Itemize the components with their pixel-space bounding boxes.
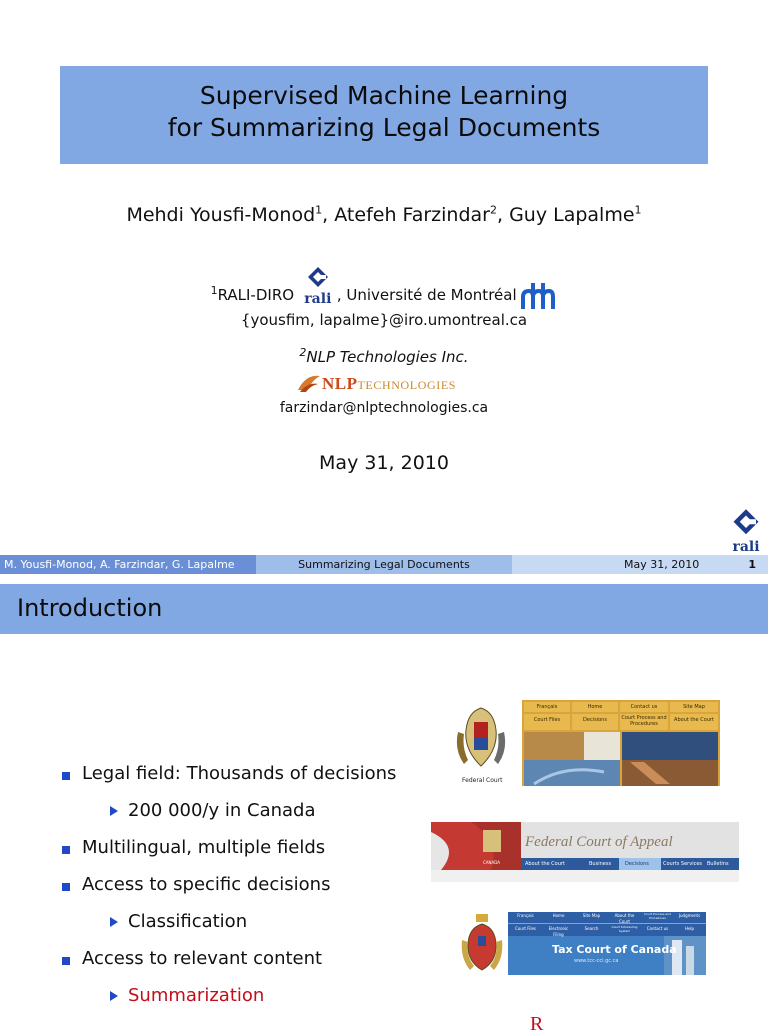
author-name: Mehdi Yousfi-Monod — [126, 204, 316, 226]
tcc-nav-electronic-filing: Electronic Filing — [548, 926, 569, 937]
presentation-date: May 31, 2010 — [319, 452, 449, 474]
email-1: {yousfim, lapalme}@iro.umontreal.ca — [240, 311, 528, 329]
tcc-nav-search: Search — [584, 926, 599, 931]
bullet-list — [60, 762, 396, 1021]
udem-logo-icon — [521, 281, 557, 311]
fca-nav-business: Business — [589, 861, 612, 867]
fc-nav-home: Home — [587, 704, 603, 710]
footer-date: May 31, 2010 — [624, 558, 700, 571]
tcc-nav-court-process: Court Process and Procedures — [643, 912, 672, 920]
federal-court-caption: Federal Court — [462, 777, 503, 784]
email-2: farzindar@nlptechnologies.ca — [279, 400, 489, 416]
frame-title — [0, 584, 768, 634]
rali-logo — [301, 266, 335, 306]
affiliation-org: RALI-DIRO — [217, 286, 295, 304]
square-bullet-icon — [62, 883, 70, 891]
list-item-text: Access to relevant content — [82, 948, 323, 969]
fc-nav-francais: Français — [536, 704, 558, 710]
list-item-text: Summarization — [128, 985, 265, 1006]
rali-logo-text: rali — [304, 291, 332, 307]
list-item — [60, 799, 396, 836]
list-item-text: Legal field: Thousands of decisions — [82, 763, 397, 784]
fca-title: Federal Court of Appeal — [525, 834, 673, 850]
affiliation-mark: 1 — [210, 284, 218, 297]
tcc-nav-judgments: Judgments — [678, 913, 701, 918]
tax-court-screenshot — [458, 910, 706, 975]
rali-logo-text: rali — [732, 539, 760, 555]
rali-corner-logo — [726, 508, 766, 554]
list-item-text: Classification — [128, 911, 248, 932]
title-block — [60, 66, 708, 164]
list-item-highlight — [60, 984, 396, 1021]
list-item — [60, 947, 396, 984]
fc-nav-contact: Contact us — [630, 704, 658, 710]
affiliation-1 — [0, 266, 768, 311]
federal-court-of-appeal-screenshot — [431, 822, 739, 882]
list-item — [60, 762, 396, 799]
author-separator: , — [496, 204, 510, 226]
tcc-nav-court-files: Court Files — [514, 926, 537, 931]
cropped-red-glyph: R — [530, 1013, 544, 1035]
tcc-nav-scheduling: Court Scheduling System — [611, 925, 638, 933]
author-list — [0, 204, 768, 226]
footer-page-number: 1 — [748, 558, 756, 571]
rali-diamond-icon — [731, 508, 761, 538]
affiliation-university: , Université de Montréal — [336, 286, 517, 304]
fc-nav-sitemap: Site Map — [683, 704, 705, 710]
footer-title: Summarizing Legal Documents — [256, 555, 512, 574]
tcc-nav-contact: Contact us — [646, 926, 669, 931]
fc-nav-court-process: Court Process and Procedures — [621, 715, 667, 727]
triangle-bullet-icon — [110, 991, 118, 1001]
list-item-text: Multilingual, multiple fields — [82, 837, 326, 858]
list-item — [60, 910, 396, 947]
author-affiliation-mark: 2 — [489, 203, 497, 217]
nlp-logo-rest: TECHNOLOGIES — [357, 378, 457, 392]
affiliation-2 — [0, 348, 768, 366]
tcc-nav-sitemap: Site Map — [582, 913, 601, 918]
fc-nav-decisions: Decisions — [583, 717, 607, 723]
tcc-nav-help: Help — [684, 926, 695, 931]
list-item-text: Access to specific decisions — [82, 874, 331, 895]
tcc-url: www.tcc-cci.gc.ca — [574, 958, 619, 964]
author-affiliation-mark: 1 — [634, 203, 642, 217]
fca-banner-image — [431, 822, 739, 882]
list-item — [60, 836, 396, 873]
tcc-nav-about: About the Court — [614, 913, 635, 924]
triangle-bullet-icon — [110, 917, 118, 927]
fc-nav-court-files: Court Files — [533, 717, 561, 723]
title-line-2: for Summarizing Legal Documents — [167, 113, 601, 142]
fca-nav-about: About the Court — [525, 861, 565, 867]
nlp-leaf-icon — [296, 372, 322, 394]
affiliation-mark: 2 — [299, 346, 307, 359]
fc-nav-about: About the Court — [674, 717, 714, 723]
list-item — [60, 873, 396, 910]
frame-title-text: Introduction — [17, 594, 163, 622]
author-name: Guy Lapalme — [509, 204, 635, 226]
fca-nav-court-services: Courts Services — [663, 861, 703, 867]
square-bullet-icon — [62, 772, 70, 780]
triangle-bullet-icon — [110, 806, 118, 816]
author-separator: , — [322, 204, 335, 226]
title-line-1: Supervised Machine Learning — [199, 81, 569, 110]
footer-authors: M. Yousfi-Monod, A. Farzindar, G. Lapalme — [0, 555, 256, 574]
list-item-text: 200 000/y in Canada — [128, 800, 316, 821]
slide-footer — [0, 555, 768, 574]
author-name: Atefeh Farzindar — [334, 204, 490, 226]
nlp-logo-main: NLP — [322, 374, 358, 393]
square-bullet-icon — [62, 846, 70, 854]
affiliation-org: NLP Technologies Inc. — [306, 348, 469, 366]
fca-nav-decisions: Decisions — [625, 861, 649, 867]
square-bullet-icon — [62, 957, 70, 965]
tcc-nav-francais: Français — [517, 913, 534, 918]
tcc-nav-home: Home — [552, 913, 565, 918]
federal-court-image — [444, 700, 720, 786]
fca-nav-bulletins: Bulletins — [707, 861, 729, 867]
federal-court-screenshot — [444, 700, 720, 786]
fca-caption: CANADA — [483, 860, 501, 865]
rali-diamond-icon — [307, 266, 329, 290]
nlp-technologies-logo — [296, 372, 486, 396]
author-affiliation-mark: 1 — [315, 203, 323, 217]
footer-right — [512, 555, 768, 574]
tcc-title: Tax Court of Canada — [552, 943, 677, 956]
